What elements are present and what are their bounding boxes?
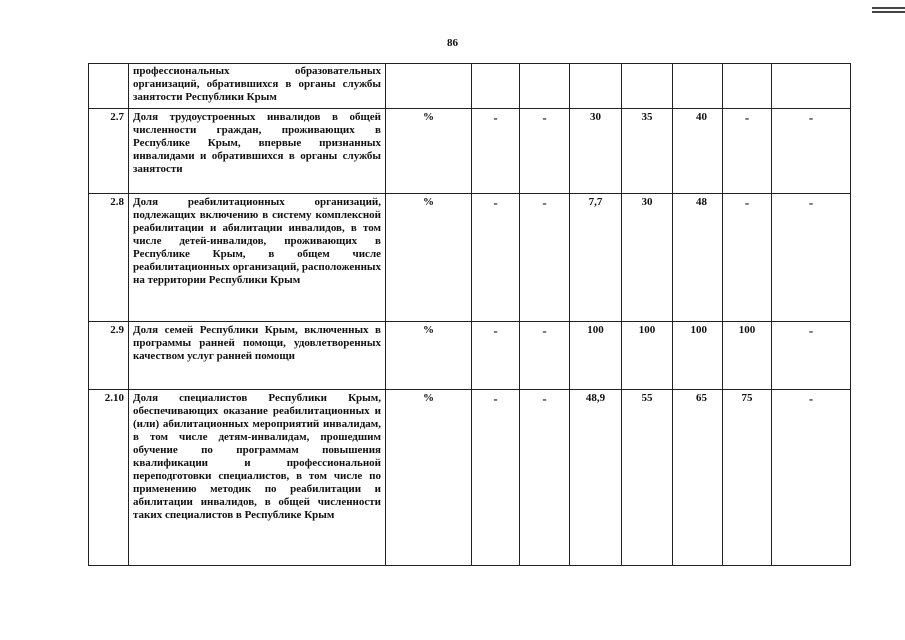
row-description: Доля семей Республики Крым, включенных в программы ранней помощи, удовлетворенных качеством услуг ранней помощи [129, 322, 386, 390]
row-value [622, 64, 673, 109]
page-number: 86 [447, 37, 458, 49]
row-value: - [520, 390, 570, 566]
row-number: 2.7 [89, 109, 129, 194]
row-value: - [520, 322, 570, 390]
row-value: 7,7 [570, 194, 622, 322]
row-value: - [472, 322, 520, 390]
table-row [89, 390, 851, 566]
row-number: 2.8 [89, 194, 129, 322]
indicators-table [88, 63, 851, 566]
row-value [723, 64, 772, 109]
row-value [673, 64, 723, 109]
scan-edge-mark [872, 7, 905, 9]
row-number: 2.10 [89, 390, 129, 566]
row-value: 48 [673, 194, 723, 322]
table-row [89, 194, 851, 322]
row-value [520, 64, 570, 109]
row-value: - [472, 109, 520, 194]
row-value: - [772, 194, 851, 322]
row-value: 100 [622, 322, 673, 390]
table-row [89, 64, 851, 109]
row-value: 55 [622, 390, 673, 566]
row-number: 2.9 [89, 322, 129, 390]
row-unit: % [386, 194, 472, 322]
row-value: - [520, 109, 570, 194]
row-value [772, 64, 851, 109]
row-value: - [472, 390, 520, 566]
row-value: 100 [673, 322, 723, 390]
row-value: 75 [723, 390, 772, 566]
row-value: 40 [673, 109, 723, 194]
row-value [472, 64, 520, 109]
row-value: - [472, 194, 520, 322]
scan-edge-mark [872, 11, 905, 13]
row-unit: % [386, 109, 472, 194]
row-unit: % [386, 322, 472, 390]
row-unit [386, 64, 472, 109]
row-value: - [772, 390, 851, 566]
row-number [89, 64, 129, 109]
row-value: 35 [622, 109, 673, 194]
row-value: 30 [570, 109, 622, 194]
row-value: - [772, 109, 851, 194]
row-unit: % [386, 390, 472, 566]
table-row [89, 109, 851, 194]
row-value: 100 [723, 322, 772, 390]
row-value: 30 [622, 194, 673, 322]
table-row [89, 322, 851, 390]
row-description: Доля трудоустроенных инвалидов в общей численности граждан, проживающих в Республике Крым, впервые признанных инвалидами и обратившихся в органы службы занятости [129, 109, 386, 194]
row-value [570, 64, 622, 109]
row-value: 48,9 [570, 390, 622, 566]
row-value: - [723, 194, 772, 322]
row-value: - [520, 194, 570, 322]
row-value: 100 [570, 322, 622, 390]
row-value: - [772, 322, 851, 390]
row-description: профессиональных образовательных организаций, обратившихся в органы службы занятости Республики Крым [129, 64, 386, 109]
row-value: - [723, 109, 772, 194]
row-description: Доля реабилитационных организаций, подлежащих включению в систему комплексной реабилитации и абилитации инвалидов, в том числе детей-инвалидов, проживающих в Республике Крым, в общем числе реабилитационных организаций, расположенных на территории Республики Крым [129, 194, 386, 322]
row-value: 65 [673, 390, 723, 566]
row-description: Доля специалистов Республики Крым, обеспечивающих оказание реабилитационных и (или) абилитационных мероприятий инвалидам, в том числе детям-инвалидам, прошедшим обучение по программам повышения квалификации и профессиональной переподготовки специалистов, в том числе по применению методик по реабилитации и абилитации инвалидов, в общей численности таких специалистов в Республике Крым [129, 390, 386, 566]
